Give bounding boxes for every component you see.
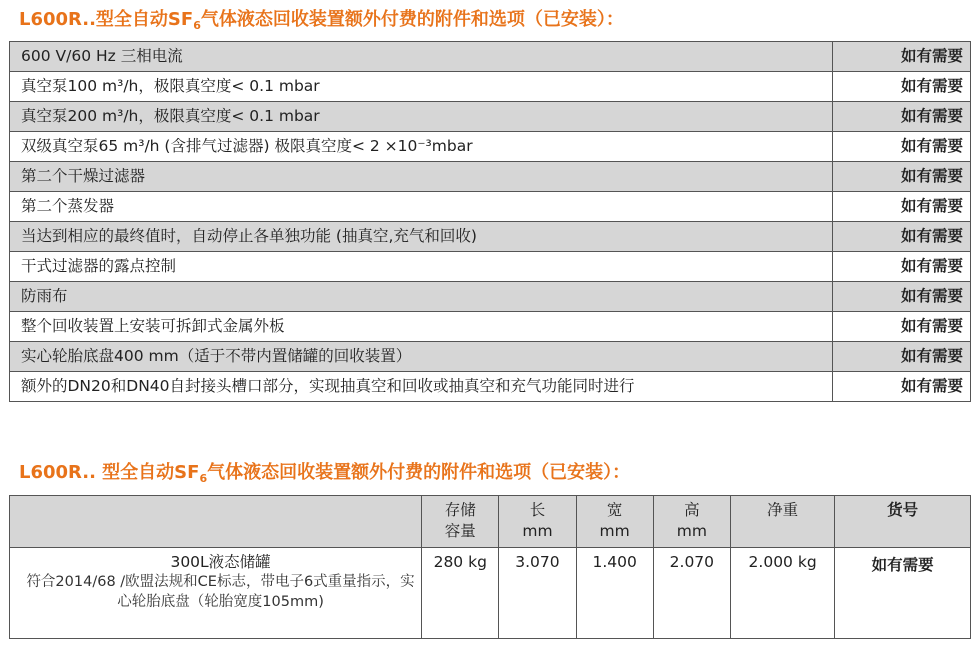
tank-table: [9, 495, 971, 639]
option-label: 真空泵200 m³/h，极限真空度< 0.1 mbar: [10, 102, 833, 132]
option-label: 双级真空泵65 m³/h (含排气过滤器) 极限真空度< 2 ×10⁻³mbar: [10, 132, 833, 162]
option-status: 如有需要: [833, 42, 971, 72]
option-status: 如有需要: [833, 162, 971, 192]
table-row: [10, 312, 971, 342]
option-label: 真空泵100 m³/h，极限真空度< 0.1 mbar: [10, 72, 833, 102]
title-suffix: 气体液态回收装置额外付费的附件和选项（已安装）：: [207, 462, 631, 483]
tank-weight: 2.000 kg: [730, 548, 834, 639]
title-suffix: 气体液态回收装置额外付费的附件和选项（已安装）：: [200, 9, 624, 30]
options-table: [9, 41, 971, 402]
table-row: [10, 132, 971, 162]
header-cell-height: 高 mm: [653, 496, 730, 548]
option-status: 如有需要: [833, 132, 971, 162]
tank-part-number: 如有需要: [835, 548, 971, 639]
option-label: 干式过滤器的露点控制: [10, 252, 833, 282]
tank-description: 符合2014/68 /欧盟法规和CE标志，带电子6式重量指示，实心轮胎底盘（轮胎宽度105mm): [26, 574, 415, 610]
header-cell-capacity: 存储 容量: [422, 496, 499, 548]
tank-description-cell: [10, 548, 422, 639]
title-prefix: L600R..型全自动SF: [19, 9, 194, 30]
title-prefix: L600R.. 型全自动SF: [19, 462, 200, 483]
table-row: [10, 72, 971, 102]
option-status: 如有需要: [833, 192, 971, 222]
header-cell-weight: 净重: [730, 496, 834, 548]
table-row: [10, 222, 971, 252]
section-title-tank: [19, 458, 630, 485]
table-header-row: [10, 496, 971, 548]
header-cell-width: 宽 mm: [576, 496, 653, 548]
option-status: 如有需要: [833, 282, 971, 312]
option-status: 如有需要: [833, 252, 971, 282]
header-cell-description: [10, 496, 422, 548]
table-row: [10, 42, 971, 72]
title-subscript: 6: [193, 19, 201, 32]
title-subscript: 6: [199, 472, 208, 485]
option-status: 如有需要: [833, 102, 971, 132]
table-row: [10, 252, 971, 282]
option-status: 如有需要: [833, 372, 971, 402]
tank-width: 1.400: [576, 548, 653, 639]
table-row: [10, 548, 971, 639]
option-label: 整个回收装置上安装可拆卸式金属外板: [10, 312, 833, 342]
option-label: 实心轮胎底盘400 mm（适于不带内置储罐的回收装置）: [10, 342, 833, 372]
option-label: 防雨布: [10, 282, 833, 312]
table-row: [10, 102, 971, 132]
tank-name: 300L液态储罐: [170, 553, 271, 571]
section-title-options: [19, 5, 624, 32]
tank-capacity: 280 kg: [422, 548, 499, 639]
header-cell-part-number: 货号: [835, 496, 971, 548]
tank-height: 2.070: [653, 548, 730, 639]
table-row: [10, 342, 971, 372]
table-row: [10, 282, 971, 312]
option-status: 如有需要: [833, 222, 971, 252]
table-row: [10, 372, 971, 402]
tank-length: 3.070: [499, 548, 576, 639]
option-label: 600 V/60 Hz 三相电流: [10, 42, 833, 72]
option-label: 当达到相应的最终值时，自动停止各单独功能 (抽真空,充气和回收): [10, 222, 833, 252]
table-row: [10, 192, 971, 222]
option-status: 如有需要: [833, 312, 971, 342]
option-label: 额外的DN20和DN40自封接头槽口部分，实现抽真空和回收或抽真空和充气功能同时进行: [10, 372, 833, 402]
header-cell-length: 长 mm: [499, 496, 576, 548]
option-label: 第二个蒸发器: [10, 192, 833, 222]
option-status: 如有需要: [833, 72, 971, 102]
option-label: 第二个干燥过滤器: [10, 162, 833, 192]
option-status: 如有需要: [833, 342, 971, 372]
table-row: [10, 162, 971, 192]
